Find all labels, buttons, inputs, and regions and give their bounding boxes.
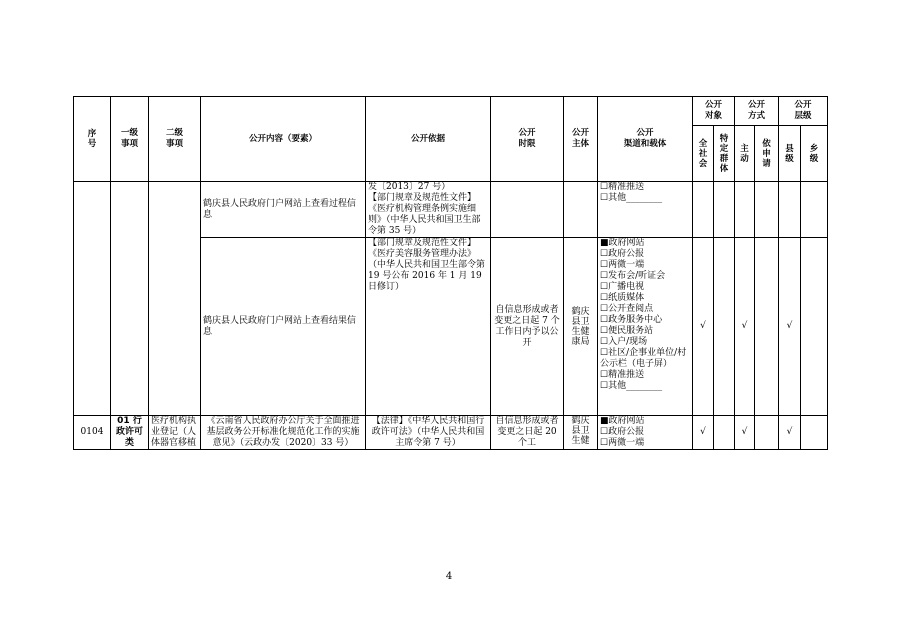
header-level-county: 县级 [779, 126, 801, 182]
channel-option: ☐入户/现场 [600, 337, 648, 347]
header-level1: 一级 事项 [111, 97, 149, 182]
method-active-check: √ [735, 416, 755, 450]
channel-option: ☐广播电视 [600, 282, 645, 292]
header-channels: 公开 渠道和载体 [598, 97, 693, 182]
header-audience-all: 全社会 [693, 126, 714, 182]
channel-option: ■政府网站 [600, 416, 645, 426]
audience-all-check: √ [693, 416, 714, 450]
level-county-check: √ [779, 238, 801, 416]
header-seq: 序号 [74, 97, 111, 182]
seq-cell [74, 182, 111, 416]
header-method: 公开 方式 [735, 97, 779, 126]
header-subject: 公开 主体 [564, 97, 598, 182]
header-method-active: 主动 [735, 126, 755, 182]
table-row [74, 182, 828, 238]
page-number: 4 [445, 571, 453, 582]
header-level: 公开 层级 [779, 97, 828, 126]
level2-cell [149, 182, 201, 416]
audience-all-check: √ [693, 238, 714, 416]
header-audience-specific: 特定群体 [714, 126, 735, 182]
disclosure-table [73, 96, 828, 450]
channel-option: ☐两微一端 [600, 260, 645, 270]
channel-option: ■政府网站 [600, 238, 645, 248]
header-method-apply: 依申请 [755, 126, 779, 182]
subject-cell: 鹤庆县卫生健康局 [564, 238, 598, 416]
subject-cell: 鹤庆县卫生健 [564, 416, 598, 450]
header-level-township: 乡级 [801, 126, 828, 182]
content-cell: 鹤庆县人民政府门户网站上查看结果信息 [201, 238, 366, 416]
subject-cell [564, 182, 598, 238]
channel-option: ☐公开查阅点 [600, 304, 654, 314]
header-level2: 二级 事项 [149, 97, 201, 182]
level-county-check: √ [779, 416, 801, 450]
time-limit-cell: 自信息形成或者变更之日起 7 个工作日内予以公开 [491, 238, 564, 416]
time-limit-cell [491, 182, 564, 238]
table-row [74, 416, 828, 450]
channel-option: ☐精准推送 [600, 182, 645, 192]
channel-option: ☐其他________ [600, 193, 663, 203]
channel-option: ☐两微一端 [600, 438, 645, 448]
channel-option: ☐社区/企事业单位/村公示栏（电子屏） [600, 348, 687, 369]
header-basis: 公开依据 [366, 97, 491, 182]
channel-option: ☐便民服务站 [600, 326, 654, 336]
basis-cell: 发〔2013〕27 号） 【部门规章及规范性文件】《医疗机构管理条例实施细则》（中华人民共和国卫生部令第 35 号） [366, 182, 491, 238]
channel-option: ☐其他________ [600, 381, 663, 391]
channel-option: ☐发布会/听证会 [600, 271, 666, 281]
time-limit-cell: 自信息形成或者变更之日起 20 个工 [491, 416, 564, 450]
channel-option: ☐政务服务中心 [600, 315, 663, 325]
header-content: 公开内容（要素） [201, 97, 366, 182]
header-time-limit: 公开 时限 [491, 97, 564, 182]
content-cell: 鹤庆县人民政府门户网站上查看过程信息 [201, 182, 366, 238]
basis-cell: 【法律】《中华人民共和国行政许可法》（中华人民共和国主席令第 7 号） [366, 416, 491, 450]
channel-option: ☐政府公报 [600, 427, 645, 437]
level2-cell: 医疗机构执业登记（人体器官移植 [149, 416, 201, 450]
method-active-check: √ [735, 238, 755, 416]
channel-option: ☐精准推送 [600, 370, 645, 380]
seq-cell: 0104 [74, 416, 111, 450]
header-audience: 公开 对象 [693, 97, 735, 126]
channel-option: ☐纸质媒体 [600, 293, 645, 303]
level1-cell [111, 182, 149, 416]
basis-cell: 【部门规章及规范性文件】《医疗美容服务管理办法》（中华人民共和国卫生部令第 19 号公布 2016 年 1 月 19 日修订） [366, 238, 491, 416]
level1-cell: 01 行政许可类 [111, 416, 149, 450]
channel-option: ☐政府公报 [600, 249, 645, 259]
content-cell: 《云南省人民政府办公厅关于全面推进基层政务公开标准化规范化工作的实施意见》（云政办发〔2020〕33 号） [201, 416, 366, 450]
